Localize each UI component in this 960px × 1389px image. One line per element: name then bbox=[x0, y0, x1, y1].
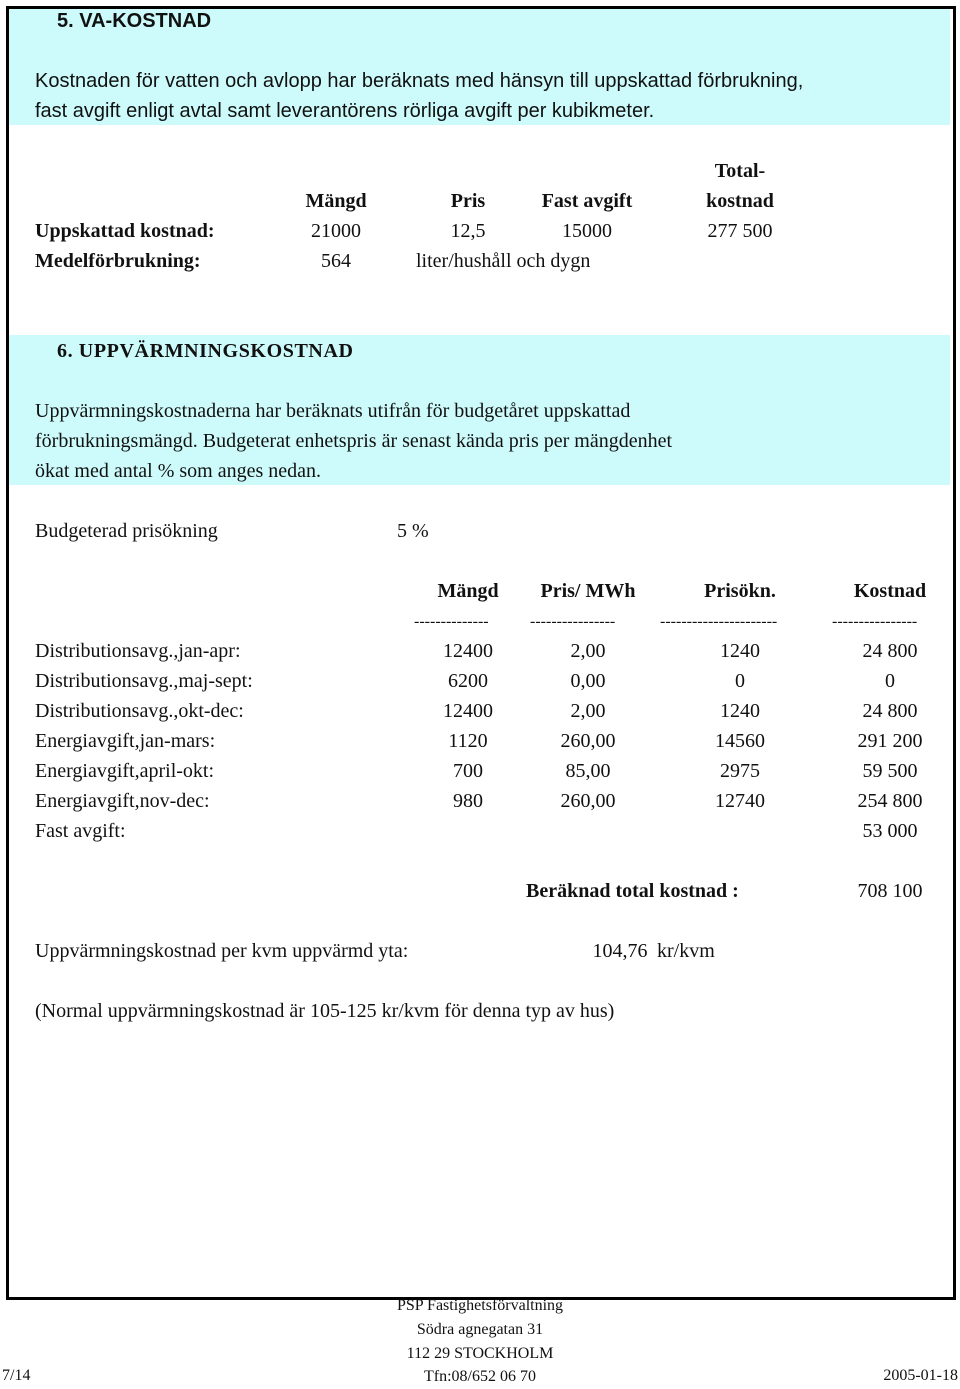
va-row1-fast: 15000 bbox=[562, 220, 612, 242]
va-heading: 5. VA-KOSTNAD bbox=[57, 10, 212, 32]
va-row2-value: 564 bbox=[321, 250, 351, 272]
per-kvm-value: 104,76 bbox=[592, 940, 648, 962]
va-intro-line1: Kostnaden för vatten och avlopp har beräknats med hänsyn till uppskattad förbrukning, bbox=[35, 70, 804, 92]
row-label: Distributionsavg.,maj-sept: bbox=[35, 670, 253, 692]
per-kvm-unit: kr/kvm bbox=[657, 940, 715, 962]
row-label: Energiavgift,jan-mars: bbox=[35, 730, 216, 752]
row-label: Fast avgift: bbox=[35, 820, 126, 842]
per-kvm-label: Uppvärmningskostnad per kvm uppvärmd yta: bbox=[35, 940, 409, 962]
footer-street: Södra agnegatan 31 bbox=[416, 1321, 544, 1338]
total-cost-value: 708 100 bbox=[857, 880, 923, 902]
row-kostnad: 24 800 bbox=[862, 700, 918, 722]
va-row1-mangd: 21000 bbox=[311, 220, 361, 242]
row-pris: 2,00 bbox=[570, 640, 606, 662]
row-kostnad: 24 800 bbox=[862, 640, 918, 662]
footer-date: 2005-01-18 bbox=[883, 1367, 958, 1384]
heating-heading: 6. UPPVÄRMNINGSKOSTNAD bbox=[57, 340, 354, 362]
row-pris: 260,00 bbox=[560, 730, 616, 752]
row-pris: 260,00 bbox=[560, 790, 616, 812]
total-cost-label: Beräknad total kostnad : bbox=[526, 880, 739, 902]
row-prisokn: 1240 bbox=[720, 700, 760, 722]
footer-phone: Tfn:08/652 06 70 bbox=[424, 1368, 536, 1385]
row-prisokn: 2975 bbox=[720, 760, 760, 782]
va-row1-pris: 12,5 bbox=[450, 220, 486, 242]
col-header-mangd: Mängd bbox=[437, 580, 499, 602]
price-increase-value: 5 % bbox=[397, 520, 429, 542]
row-prisokn: 12740 bbox=[715, 790, 765, 812]
row-mangd: 1120 bbox=[448, 730, 488, 752]
heating-intro-line1: Uppvärmningskostnaderna har beräknats utifrån för budgetåret uppskattad bbox=[35, 400, 631, 422]
footer-company: PSP Fastighetsförvaltning bbox=[396, 1297, 564, 1314]
row-label: Energiavgift,april-okt: bbox=[35, 760, 215, 782]
row-pris: 2,00 bbox=[570, 700, 606, 722]
col-header-kostnad: Kostnad bbox=[853, 580, 927, 602]
heating-intro-line3: ökat med antal % som anges nedan. bbox=[35, 460, 322, 482]
va-col-total-line2: kostnad bbox=[706, 190, 774, 212]
row-prisokn: 0 bbox=[735, 670, 745, 692]
row-mangd: 6200 bbox=[448, 670, 488, 692]
va-row1-total: 277 500 bbox=[707, 220, 773, 242]
row-label: Distributionsavg.,jan-apr: bbox=[35, 640, 241, 662]
row-kostnad: 0 bbox=[885, 670, 895, 692]
row-kostnad: 59 500 bbox=[862, 760, 918, 782]
row-prisokn: 1240 bbox=[720, 640, 760, 662]
heating-intro-line2: förbrukningsmängd. Budgeterat enhetspris är senast kända pris per mängdenhet bbox=[35, 430, 673, 452]
row-kostnad: 53 000 bbox=[862, 820, 918, 842]
row-label: Energiavgift,nov-dec: bbox=[35, 790, 210, 812]
row-prisokn: 14560 bbox=[715, 730, 765, 752]
row-pris: 85,00 bbox=[565, 760, 611, 782]
col-underline-mangd: -------------- bbox=[414, 613, 489, 630]
col-header-prisokn: Prisökn. bbox=[704, 580, 776, 602]
row-label: Distributionsavg.,okt-dec: bbox=[35, 700, 244, 722]
row-mangd: 12400 bbox=[443, 640, 493, 662]
row-mangd: 980 bbox=[453, 790, 483, 812]
row-mangd: 12400 bbox=[443, 700, 493, 722]
va-col-total-line1: Total- bbox=[714, 160, 766, 182]
footer-city: 112 29 STOCKHOLM bbox=[406, 1345, 554, 1362]
va-col-fast: Fast avgift bbox=[541, 190, 633, 212]
col-underline-kostnad: ---------------- bbox=[832, 613, 918, 630]
row-kostnad: 291 200 bbox=[857, 730, 923, 752]
col-underline-pris: ---------------- bbox=[530, 613, 616, 630]
col-header-pris: Pris/ MWh bbox=[540, 580, 636, 602]
price-increase-label: Budgeterad prisökning bbox=[35, 520, 218, 542]
va-row1-label: Uppskattad kostnad: bbox=[35, 220, 215, 242]
col-underline-prisokn: ---------------------- bbox=[660, 613, 778, 630]
page-number: 7/14 bbox=[2, 1367, 31, 1384]
row-mangd: 700 bbox=[453, 760, 483, 782]
va-col-pris: Pris bbox=[450, 190, 486, 212]
va-intro-line2: fast avgift enligt avtal samt leverantörens rörliga avgift per kubikmeter. bbox=[35, 100, 655, 122]
row-pris: 0,00 bbox=[570, 670, 606, 692]
va-col-mangd: Mängd bbox=[305, 190, 367, 212]
row-kostnad: 254 800 bbox=[857, 790, 923, 812]
va-row2-label: Medelförbrukning: bbox=[35, 250, 201, 272]
va-row2-unit: liter/hushåll och dygn bbox=[416, 250, 591, 272]
normal-cost-note: (Normal uppvärmningskostnad är 105-125 kr/kvm för denna typ av hus) bbox=[35, 1000, 615, 1022]
